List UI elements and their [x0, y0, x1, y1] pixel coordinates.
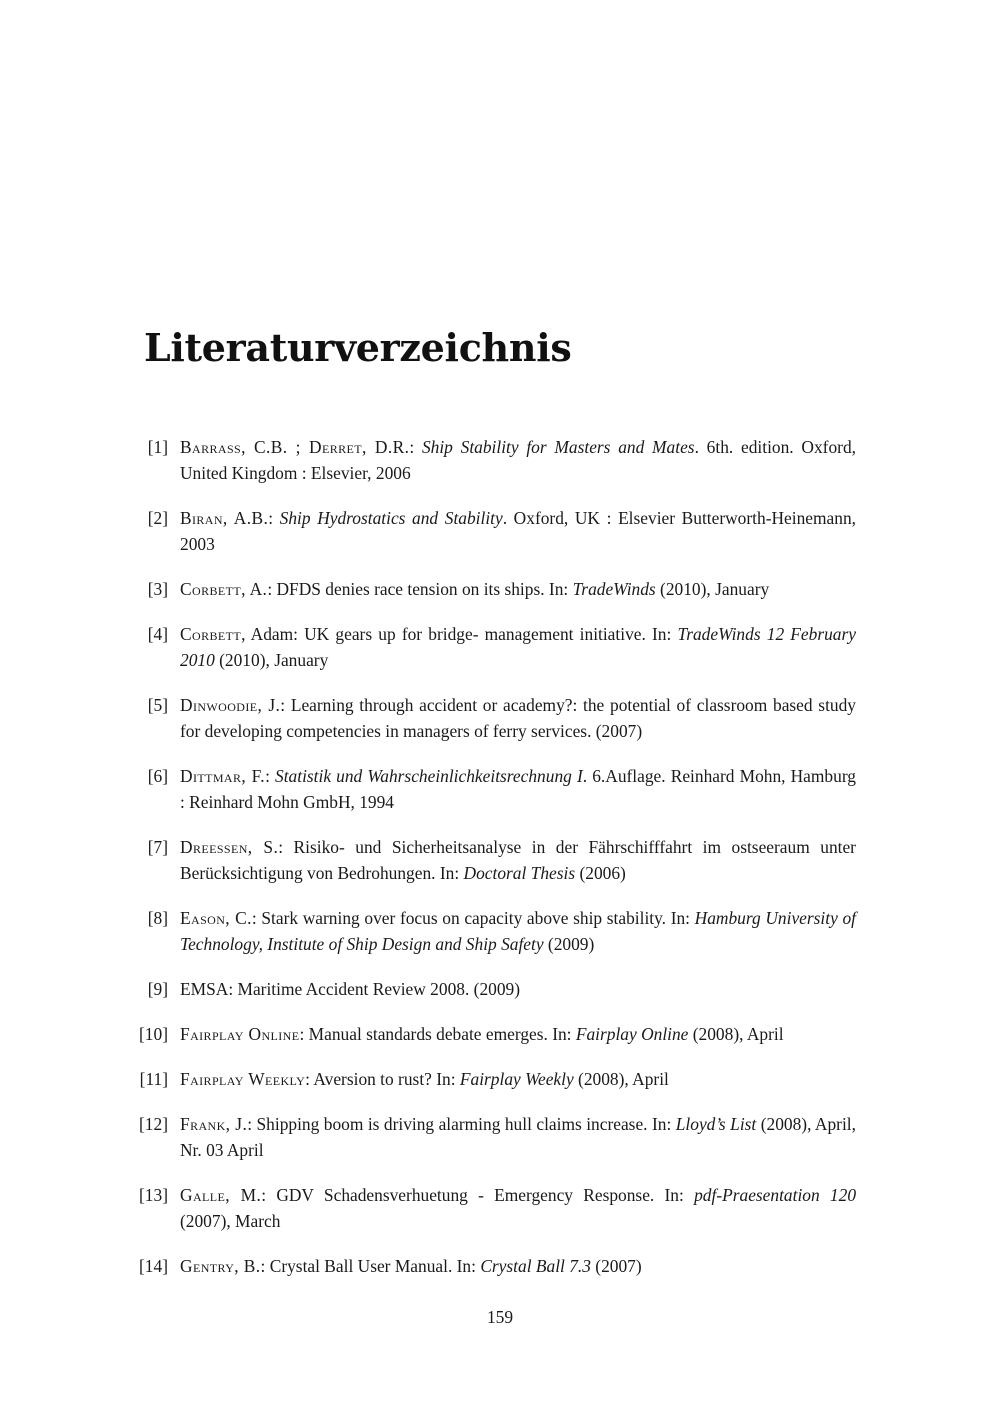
reference-number: [10] [139, 1024, 168, 1044]
reference-title: Ship Hydrostatics and Stability [279, 508, 503, 528]
reference-author: Galle, M. [180, 1185, 262, 1205]
reference-entry [139, 1021, 856, 1047]
reference-entry [147, 576, 856, 602]
reference-number: [14] [139, 1256, 168, 1276]
reference-entry [147, 505, 856, 557]
reference-entry [147, 621, 856, 673]
reference-author: Barrass, C.B. ; Derret, D.R. [180, 437, 410, 457]
reference-author: Eason, C. [180, 908, 252, 928]
reference-author: Fairplay Weekly [180, 1069, 306, 1089]
reference-entry [147, 905, 856, 957]
reference-title: Ship Stability for Masters and Mates [421, 437, 695, 457]
reference-number: [3] [147, 579, 168, 599]
reference-text: : Stark warning over focus on capacity above ship stability. In: [251, 908, 695, 928]
reference-details: (2010), January [214, 650, 329, 670]
reference-entry [147, 692, 856, 744]
reference-entry [147, 976, 856, 1002]
reference-details: (2008), April [688, 1024, 784, 1044]
reference-details: (2009) [543, 934, 595, 954]
reference-text: , Adam: UK gears up for bridge- management initiative. In: [241, 624, 678, 644]
reference-source: Lloyd’s List [675, 1114, 757, 1134]
reference-number: [13] [139, 1185, 168, 1205]
reference-text: : Crystal Ball User Manual. In: [260, 1256, 481, 1276]
reference-text: : Risiko- und Sicherheitsanalyse in der Fährschifffahrt im ostseeraum unter Berücksichtigung von Bedrohungen. In: [180, 837, 856, 883]
reference-source: TradeWinds [572, 579, 656, 599]
reference-author: Frank, J. [180, 1114, 248, 1134]
reference-source: Hamburg University of Technology, Institute of Ship Design and Ship Safety [180, 908, 856, 954]
reference-number: [7] [147, 837, 168, 857]
reference-details: . 6.Auflage. Reinhard Mohn, Hamburg : Reinhard Mohn GmbH, 1994 [180, 766, 856, 812]
reference-author: Dreessen, S. [180, 837, 279, 857]
reference-source: Fairplay Online [575, 1024, 689, 1044]
reference-entry [139, 1066, 856, 1092]
reference-number: [6] [147, 766, 168, 786]
reference-details: (2007), March [180, 1211, 281, 1231]
reference-source: Fairplay Weekly [459, 1069, 574, 1089]
reference-entry [147, 834, 856, 886]
reference-author: Gentry, B. [180, 1256, 261, 1276]
reference-text: : GDV Schadensverhuetung - Emergency Response. In: [261, 1185, 695, 1205]
reference-number: [8] [147, 908, 168, 928]
reference-source: Crystal Ball 7.3 [480, 1256, 591, 1276]
reference-number: [4] [147, 624, 168, 644]
reference-text: : Shipping boom is driving alarming hull claims increase. In: [247, 1114, 676, 1134]
reference-author: Biran, A.B. [180, 508, 269, 528]
reference-number: [5] [147, 695, 168, 715]
reference-entry [147, 434, 856, 486]
reference-number: [11] [139, 1069, 168, 1089]
reference-details: . Oxford, UK : Elsevier Butterworth-Heinemann, 2003 [180, 508, 856, 554]
reference-separator: : [409, 437, 422, 457]
reference-number: [9] [147, 979, 168, 999]
reference-entry [139, 1182, 857, 1234]
reference-number: [1] [147, 437, 168, 457]
reference-details: . 6th. edition. Oxford, United Kingdom : Elsevier, 2006 [180, 437, 856, 483]
reference-number: [2] [147, 508, 168, 528]
reference-details: (2010), January [655, 579, 770, 599]
reference-text: : Learning through accident or academy?: the potential of classroom based study for developing competencies in managers of ferry services. (2007) [180, 695, 856, 741]
reference-text: : DFDS denies race tension on its ships. In: [267, 579, 573, 599]
reference-number: [12] [139, 1114, 168, 1134]
reference-entry [139, 1111, 856, 1163]
reference-text: EMSA: Maritime Accident Review 2008. (2009) [180, 979, 521, 999]
reference-separator: : [268, 508, 280, 528]
reference-details: (2007) [590, 1256, 642, 1276]
reference-title: Statistik und Wahrscheinlichkeitsrechnung I [275, 766, 583, 786]
reference-text: : Manual standards debate emerges. In: [299, 1024, 576, 1044]
reference-author: Dinwoodie, J. [180, 695, 281, 715]
reference-author: Fairplay Online [180, 1024, 300, 1044]
page-title: Literaturverzeichnis [144, 325, 572, 370]
reference-details: (2008), April [573, 1069, 669, 1089]
reference-source: pdf-Praesentation 120 [694, 1185, 857, 1205]
reference-author: Corbett [180, 624, 242, 644]
reference-source: Doctoral Thesis [463, 863, 576, 883]
reference-author: Dittmar, F. [180, 766, 266, 786]
reference-text: : Aversion to rust? In: [305, 1069, 460, 1089]
reference-details: (2006) [575, 863, 626, 883]
reference-entry [139, 1253, 856, 1279]
reference-details: (2008), April, Nr. 03 April [180, 1114, 856, 1160]
reference-source: TradeWinds 12 February 2010 [180, 624, 856, 670]
page-number: 159 [486, 1307, 514, 1327]
reference-separator: : [265, 766, 276, 786]
reference-author: Corbett, A. [180, 579, 268, 599]
reference-entry [147, 763, 856, 815]
